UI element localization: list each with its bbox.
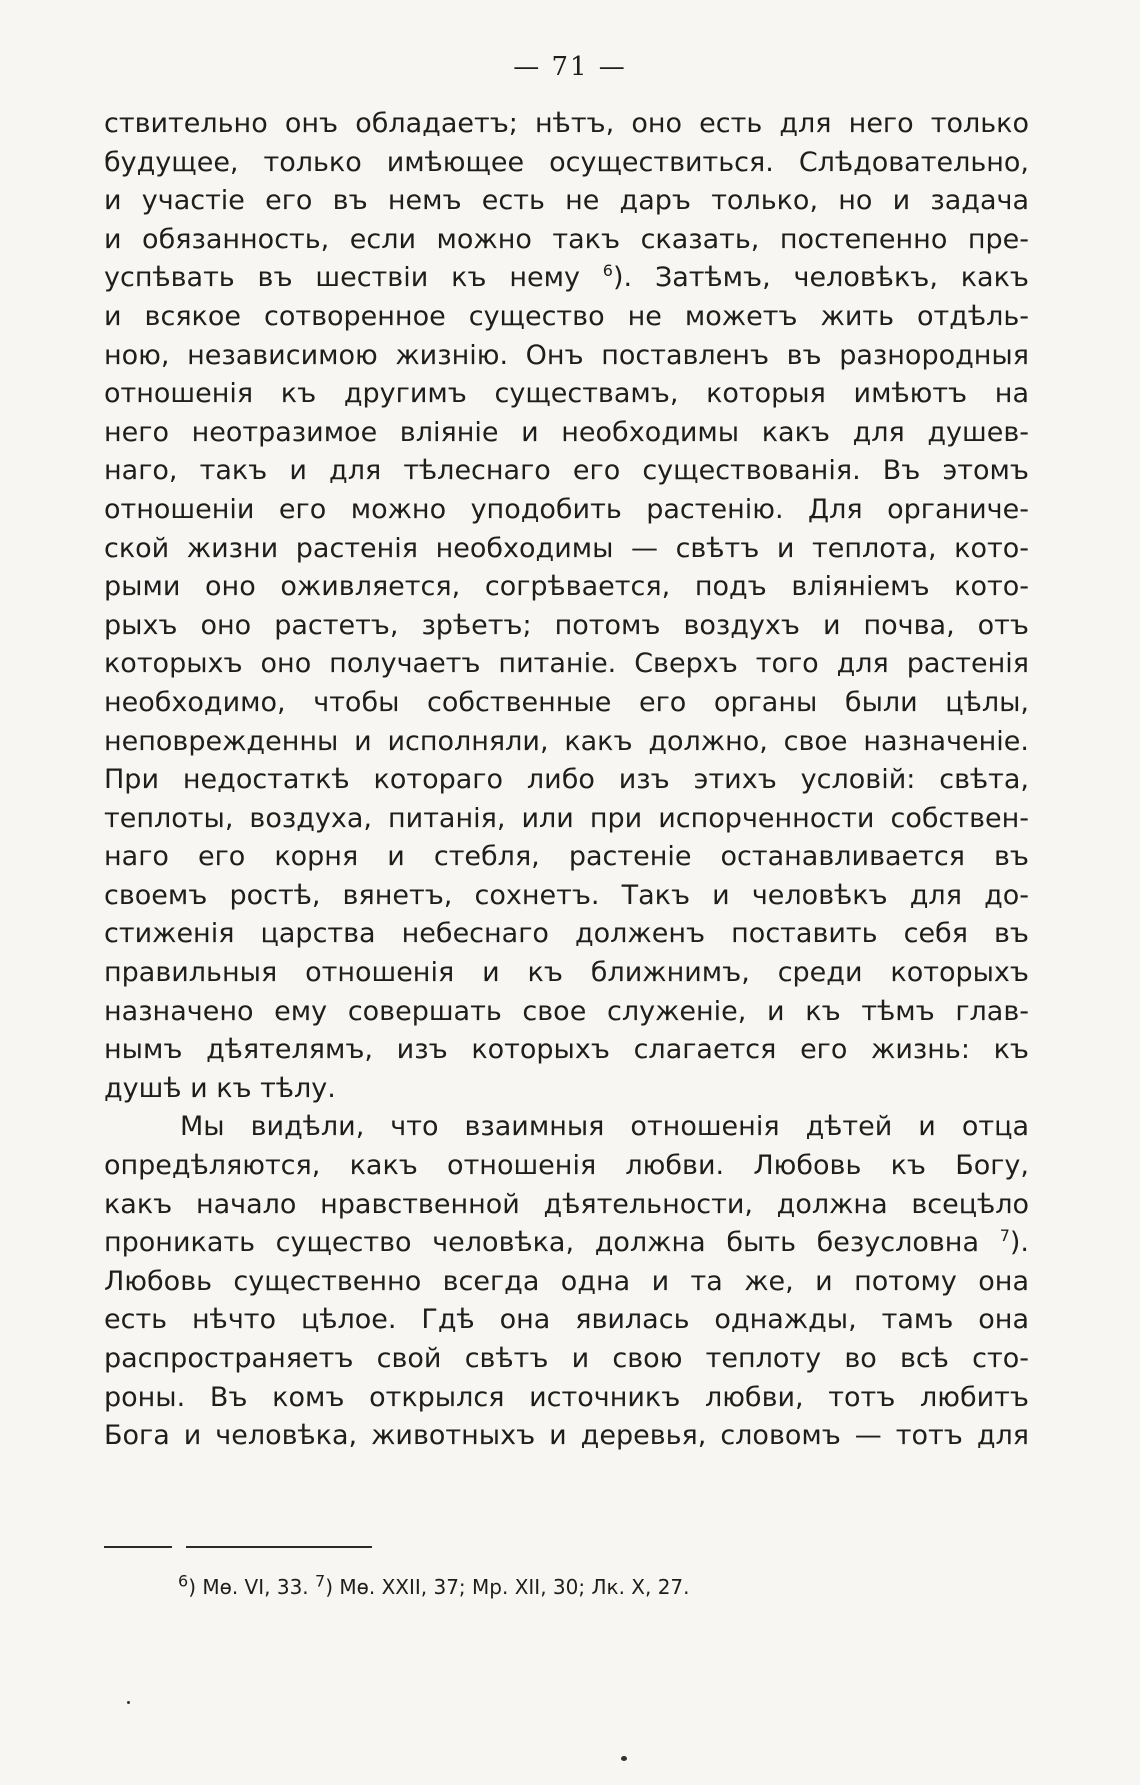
body-text [104,105,1029,1456]
text-line: наго его корня и стебля, растеніе останавливается въ [104,841,1029,873]
text-line: рыми оно оживляется, согрѣвается, подъ вліяніемъ кото- [104,571,1029,603]
print-speck [621,1756,627,1761]
text-line: наго, такъ и для тѣлеснаго его существованія. Въ этомъ [104,455,1029,487]
text-line: какъ начало нравственной дѣятельности, должна всецѣло [104,1188,1029,1220]
page-number: — 71 — [513,52,627,82]
footnote-marker-7: 7 [315,1571,326,1591]
text-line: которыхъ оно получаетъ питаніе. Сверхъ того для растенія [104,648,1029,680]
text-line-end: ). Затѣмъ, человѣкъ, какъ [612,262,1029,294]
text-line: будущее, только имѣющее осуществиться. Слѣдовательно, [104,146,1029,178]
text-line: роны. Въ комъ открылся источникъ любви, тотъ любитъ [104,1381,1029,1413]
footnote-text-7: ) Мѳ. XXII, 37; Мр. XII, 30; Лк. X, 27. [325,1575,690,1599]
text-line: и обязанность, если можно такъ сказать, постепенно пре- [104,223,1029,255]
text-line: отношенія къ другимъ существамъ, которыя имѣютъ на [104,378,1029,410]
footnote-text-6: ) Мѳ. VI, 33. [188,1575,309,1599]
text-line: ною, независимою жизнію. Онъ поставленъ въ разнородныя [104,339,1029,371]
paragraph-start-line: Мы видѣли, что взаимныя отношенія дѣтей и отца [180,1111,1029,1143]
text-line: необходимо, чтобы собственные его органы были цѣлы, [104,686,1029,718]
text-line: и всякое сотворенное существо не можетъ жить отдѣль- [104,300,1029,332]
text-line: ствительно онъ обладаетъ; нѣтъ, оно есть для него только [104,108,1029,139]
text-line: назначено ему совершать свое служеніе, и къ тѣмъ глав- [104,995,1029,1027]
text-line: есть нѣчто цѣлое. Гдѣ она явилась однажды, тамъ она [104,1304,1029,1336]
text-line: Любовь существенно всегда одна и та же, и потому она [104,1265,1029,1297]
text-line-start: успѣвать въ шествіи къ нему [104,262,580,294]
text-line: душѣ и къ тѣлу. [104,1072,336,1104]
text-line: и участіе его въ немъ есть не даръ только, но и задача [104,185,1029,217]
text-line-end: ). [1009,1227,1029,1259]
text-line: него неотразимое вліяніе и необходимы какъ для душев- [104,416,1029,448]
text-line [104,259,1029,298]
footnote-divider [186,1546,372,1548]
footnote-divider [104,1546,172,1548]
text-line [104,1224,1029,1263]
text-line: При недостаткѣ котораго либо изъ этихъ условій: свѣта, [104,764,1029,796]
text-line: своемъ ростѣ, вянетъ, сохнетъ. Такъ и человѣкъ для до- [104,879,1029,911]
text-line: нымъ дѣятелямъ, изъ которыхъ слагается его жизнь: къ [104,1034,1029,1066]
text-line: отношеніи его можно уподобить растенію. Для органиче- [104,493,1029,525]
text-line: правильныя отношенія и къ ближнимъ, среди которыхъ [104,957,1029,989]
footnote-ref-6: 6 [602,261,613,281]
text-line: опредѣляются, какъ отношенія любви. Любовь къ Богу, [104,1150,1029,1182]
text-line: распространяетъ свой свѣтъ и свою теплоту во всѣ сто- [104,1343,1029,1374]
text-line: теплоты, воздуха, питанія, или при испорченности собствен- [104,802,1029,834]
text-line: ской жизни растенія необходимы — свѣтъ и теплота, кото- [104,532,1029,564]
text-line-start: проникать существо человѣка, должна быть безусловна [104,1227,979,1259]
text-line: рыхъ оно растетъ, зрѣетъ; потомъ воздухъ и почва, отъ [104,609,1029,641]
print-speck [127,1701,130,1704]
footnote-ref-7: 7 [999,1226,1010,1246]
text-line: Бога и человѣка, животныхъ и деревья, словомъ — тотъ для [104,1420,1029,1452]
text-line: неповрежденны и исполняли, какъ должно, свое назначеніе. [104,725,1029,757]
footnote-marker-6: 6 [178,1571,189,1591]
text-line: стиженія царства небеснаго долженъ поставить себя въ [104,918,1029,950]
footnote [178,1571,690,1599]
